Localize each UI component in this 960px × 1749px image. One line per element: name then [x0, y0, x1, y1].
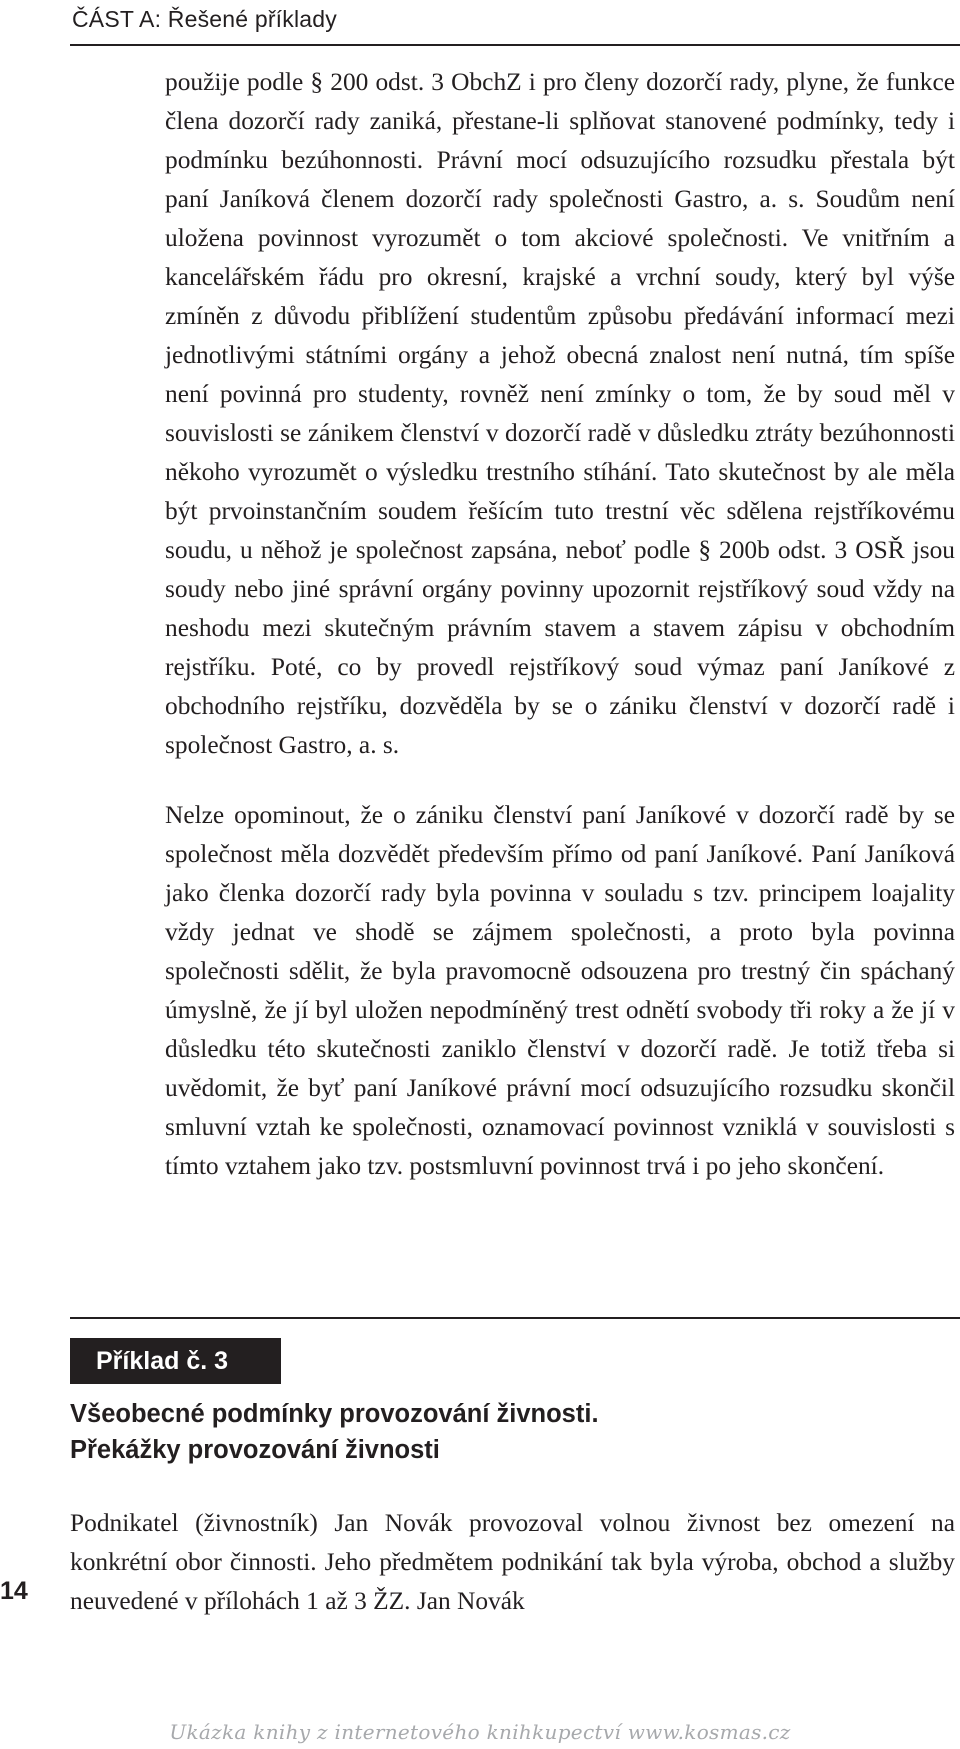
running-head: ČÁST A: Řešené příklady	[72, 6, 337, 32]
footer-credit: Ukázka knihy z internetového knihkupectví www.kosmas.cz	[169, 1720, 791, 1744]
header-divider	[70, 44, 960, 46]
body-paragraph-2: Nelze opominout, že o zániku členství paní Janíkové v dozorčí radě by se společnost měla dozvědět především přímo od paní Janíkové. Paní Janíková jako členka dozorčí rady byla povinna v souladu s tzv. principem loajality vždy jednat ve shodě se zájmem společnosti, a proto byla povinna společnosti sdělit, že byla pravomocně odsouzena pro trestný čin spáchaný úmyslně, že jí byl uložen nepodmíněný trest odnětí svobody tři roky a že jí v důsledku této skutečnosti zaniklo členství v dozorčí radě. Je totiž třeba si uvědomit, že byť paní Janíkové právní mocí odsuzujícího rozsudku skončil smluvní vztah ke společnosti, oznamovací povinnost vzniklá v souvislosti s tímto vztahem jako tzv. postsmluvní povinnost trvá i po jeho skončení.	[165, 801, 955, 1180]
page-number: 14	[0, 1577, 28, 1605]
body-paragraph-1: použije podle § 200 odst. 3 ObchZ i pro členy dozorčí rady, plyne, že funkce člena dozorčí rady zaniká, přestane-li splňovat stanovené podmínky, tedy i podmínku bezúhonnosti. Právní mocí odsuzujícího rozsudku přestala být paní Janíková členem dozorčí rady společnosti Gastro, a. s. Soudům není uložena povinnost vyrozumět o tom akciové společnosti. Ve vnitřním a kancelářském řádu pro okresní, krajské a vrchní soudy, který byl výše zmíněn z důvodu přiblížení studentům způsobu předávání informací mezi jednotlivými státními orgány a jehož obecná znalost není nutná, tím spíše není povinná pro studenty, rovněž není zmínky o tom, že by soud měl v souvislosti se zánikem členství v dozorčí radě v důsledku ztráty bezúhonnosti někoho vyrozumět o výsledku trestního stíhání. Tato skutečnost by ale měla být prvoinstančním soudem řešícím tuto trestní věc sdělena rejstříkovému soudu, u něhož je společnost zapsána, neboť podle § 200b odst. 3 OSŘ jsou soudy nebo jiné správní orgány povinny upozornit rejstříkový soud vždy na neshodu mezi skutečným právním stavem a stavem zápisu v obchodním rejstříku. Poté, co by provedl rejstříkový soud výmaz paní Janíkové z obchodního rejstříku, dozvěděla by se o zániku členství v dozorčí radě i společnost Gastro, a. s.	[165, 68, 955, 759]
example-title-line-2: Překážky provozování živnosti	[70, 1436, 440, 1464]
example-title	[70, 1396, 930, 1468]
example-title-line-1: Všeobecné podmínky provozování živnosti.	[70, 1400, 599, 1428]
section-divider	[70, 1317, 960, 1319]
example-paragraph: Podnikatel (živnostník) Jan Novák provozoval volnou živnost bez omezení na konkrétní obor činnosti. Jeho předmětem podnikání tak byla výroba, obchod a služby neuvedené v přílohách 1 až 3 ŽZ. Jan Novák	[70, 1509, 955, 1615]
example-label: Příklad č. 3	[70, 1338, 281, 1384]
